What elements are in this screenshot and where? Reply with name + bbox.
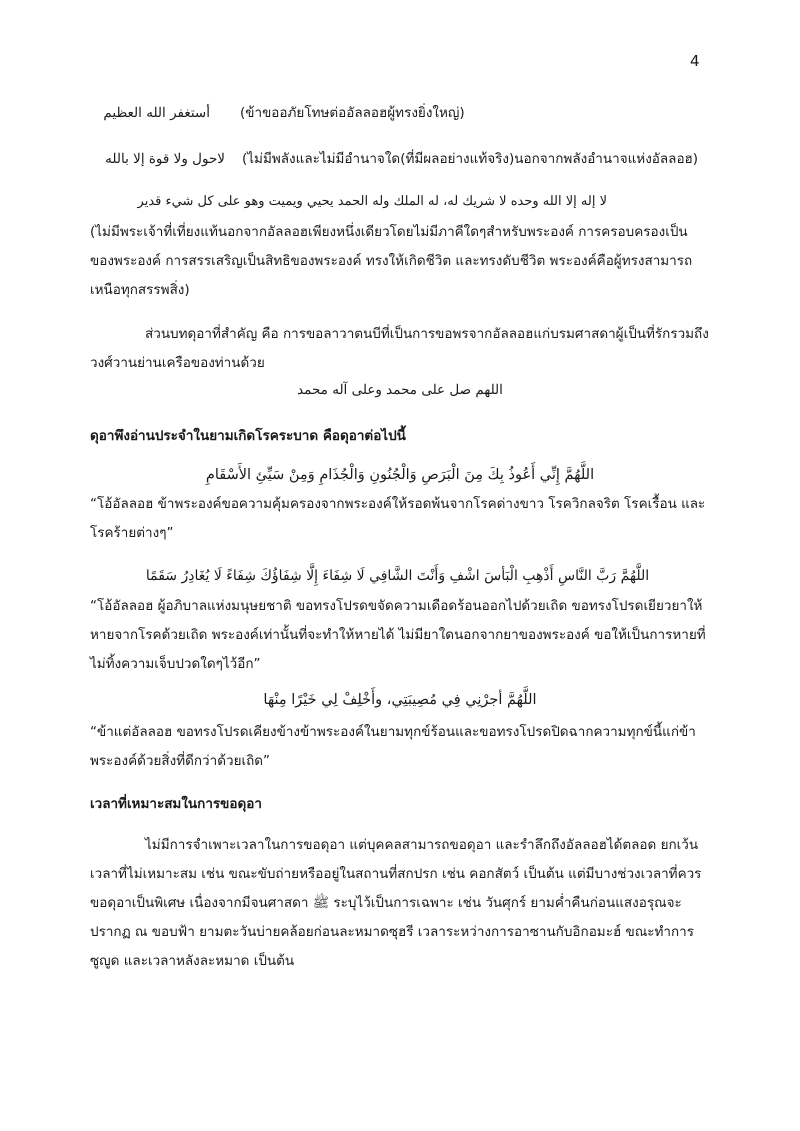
- tahlil-translation: [90, 218, 692, 305]
- istighfar-translation: (ข้าขออภัยโทษต่ออัลลอฮผู้ทรงยิ่งใหญ่): [240, 105, 465, 121]
- dua-3-translation: [90, 718, 696, 776]
- dua-2-translation: [90, 592, 706, 679]
- text-line: ของพระองค์ การสรรเสริญเป็นสิทธิของพระองค์ ทรงให้เกิดชีวิต และทรงดับชีวิต พระองค์คือผู้ทรงสามารถ: [90, 253, 693, 269]
- salawat-paragraph: [90, 320, 709, 378]
- section-heading-suitable-times: เวลาที่เหมาะสมในการขอดุอา: [90, 796, 262, 812]
- dua-3-arabic: اللَّهُمَّ أجرْنِي فِي مُصِيبَتِي، وأَخْلِفْ لِي خَيْرًا مِنْهَا: [263, 692, 537, 708]
- text-line: “โอ้อัลลอฮ ผู้อภิบาลแห่งมนุษยชาติ ขอทรงโปรดขจัดความเดือดร้อนออกไปด้วยเถิด ขอทรงโปรดเยียวยาให้: [90, 598, 703, 614]
- text-line: เหนือทุกสรรพสิ่ง): [90, 282, 190, 298]
- text-line: ขอดุอาเป็นพิเศษ เนื่องจากมีจนศาสดา ﷺ ระบุไว้เป็นการเฉพาะ เช่น วันศุกร์ ยามค่ำคืนก่อนแสงอรุณจะ: [90, 895, 682, 911]
- salawat-arabic: اللهم صل على محمد وعلى آله محمد: [297, 382, 503, 398]
- suitable-times-paragraph: [90, 831, 701, 976]
- text-line: ไม่ทิ้งความเจ็บปวดใดๆไว้อีก”: [90, 656, 261, 672]
- text-line: โรคร้ายต่างๆ”: [90, 525, 174, 541]
- section-heading-epidemic-dua: ดุอาพึงอ่านประจำในยามเกิดโรคระบาด คือดุอาต่อไปนี้: [90, 428, 406, 444]
- dua-2-arabic: اللَّهُمَّ رَبَّ النَّاسِ أَذْهِبِ الْبَأسَ اشْفِ وَأَنْتَ الشَّافِي لَا شِفَاءَ إِلَّا شِفَاؤُكَ شِفَاءً لَا يُغَادِرُ سَقَمًا: [145, 568, 650, 584]
- text-line: “โอ้อัลลอฮ ข้าพระองค์ขอความคุ้มครองจากพระองค์ให้รอดพ้นจากโรคด่างขาว โรควิกลจริต โรคเรื้อน และ: [90, 496, 706, 512]
- hawqala-arabic: لاحول ولا قوة إلا بالله: [105, 151, 225, 167]
- text-line: พระองค์ด้วยสิ่งที่ดีกว่าด้วยเถิด”: [90, 753, 271, 769]
- text-line: วงศ์วานย่านเครือของท่านด้วย: [90, 355, 265, 371]
- text-line: “ข้าแต่อัลลอฮ ขอทรงโปรดเคียงข้างข้าพระองค์ในยามทุกข์ร้อนและขอทรงโปรดปิดฉากความทุกข์นี้แก่ข้า: [90, 724, 696, 740]
- tahlil-arabic: لا إله إلا الله وحده لا شريك له، له الملك وله الحمد يحيي ويميت وهو على كل شيء قدير: [137, 194, 607, 209]
- dua-1-arabic: اللَّهُمَّ إِنِّي أَعُوذُ بِكَ مِنَ الْبَرَصِ وَالْجُنُونِ وَالْجُذَامِ وَمِنْ سَيِّئِ الأَسْقَامِ: [205, 467, 595, 483]
- text-line: ไม่มีการจำเพาะเวลาในการขอดุอา แต่บุคคลสามารถขอดุอา และรำลึกถึงอัลลอฮได้ตลอด ยกเว้น: [145, 837, 699, 853]
- page-number: 4: [690, 52, 700, 70]
- dua-1-translation: [90, 490, 705, 548]
- text-line: เวลาที่ไม่เหมาะสม เช่น ขณะขับถ่ายหรืออยู่ในสถานที่สกปรก เช่น คอกสัตว์ เป็นต้น แต่มีบางช่วงเวลาที่ควร: [90, 866, 702, 882]
- text-line: ปรากฏ ณ ขอบฟ้า ยามตะวันบ่ายคล้อยก่อนละหมาดซุฮรี เวลาระหว่างการอาซานกับอิกอมะฮ์ ขณะทำการ: [90, 924, 694, 940]
- text-line: ซูญูด และเวลาหลังละหมาด เป็นต้น: [90, 953, 295, 969]
- text-line: หายจากโรคด้วยเถิด พระองค์เท่านั้นที่จะทำให้หายได้ ไม่มียาใดนอกจากยาของพระองค์ ขอให้เป็นการหายที่: [90, 627, 706, 643]
- hawqala-translation: (ไม่มีพลังและไม่มีอำนาจใด(ที่มีผลอย่างแท้จริง)นอกจากพลังอำนาจแห่งอัลลอฮ): [242, 151, 699, 167]
- istighfar-arabic: أستغفر الله العظيم: [103, 105, 210, 121]
- text-line: ส่วนบทดุอาที่สำคัญ คือ การขอลาวาตนบีที่เป็นการขอพรจากอัลลอฮแก่บรมศาสดาผู้เป็นที่รักรวมถึง: [145, 326, 709, 342]
- text-line: (ไม่มีพระเจ้าที่เที่ยงแท้นอกจากอัลลอฮเพียงหนึ่งเดียวโดยไม่มีภาคีใดๆสำหรับพระองค์ การครอบครองเป็น: [90, 224, 688, 240]
